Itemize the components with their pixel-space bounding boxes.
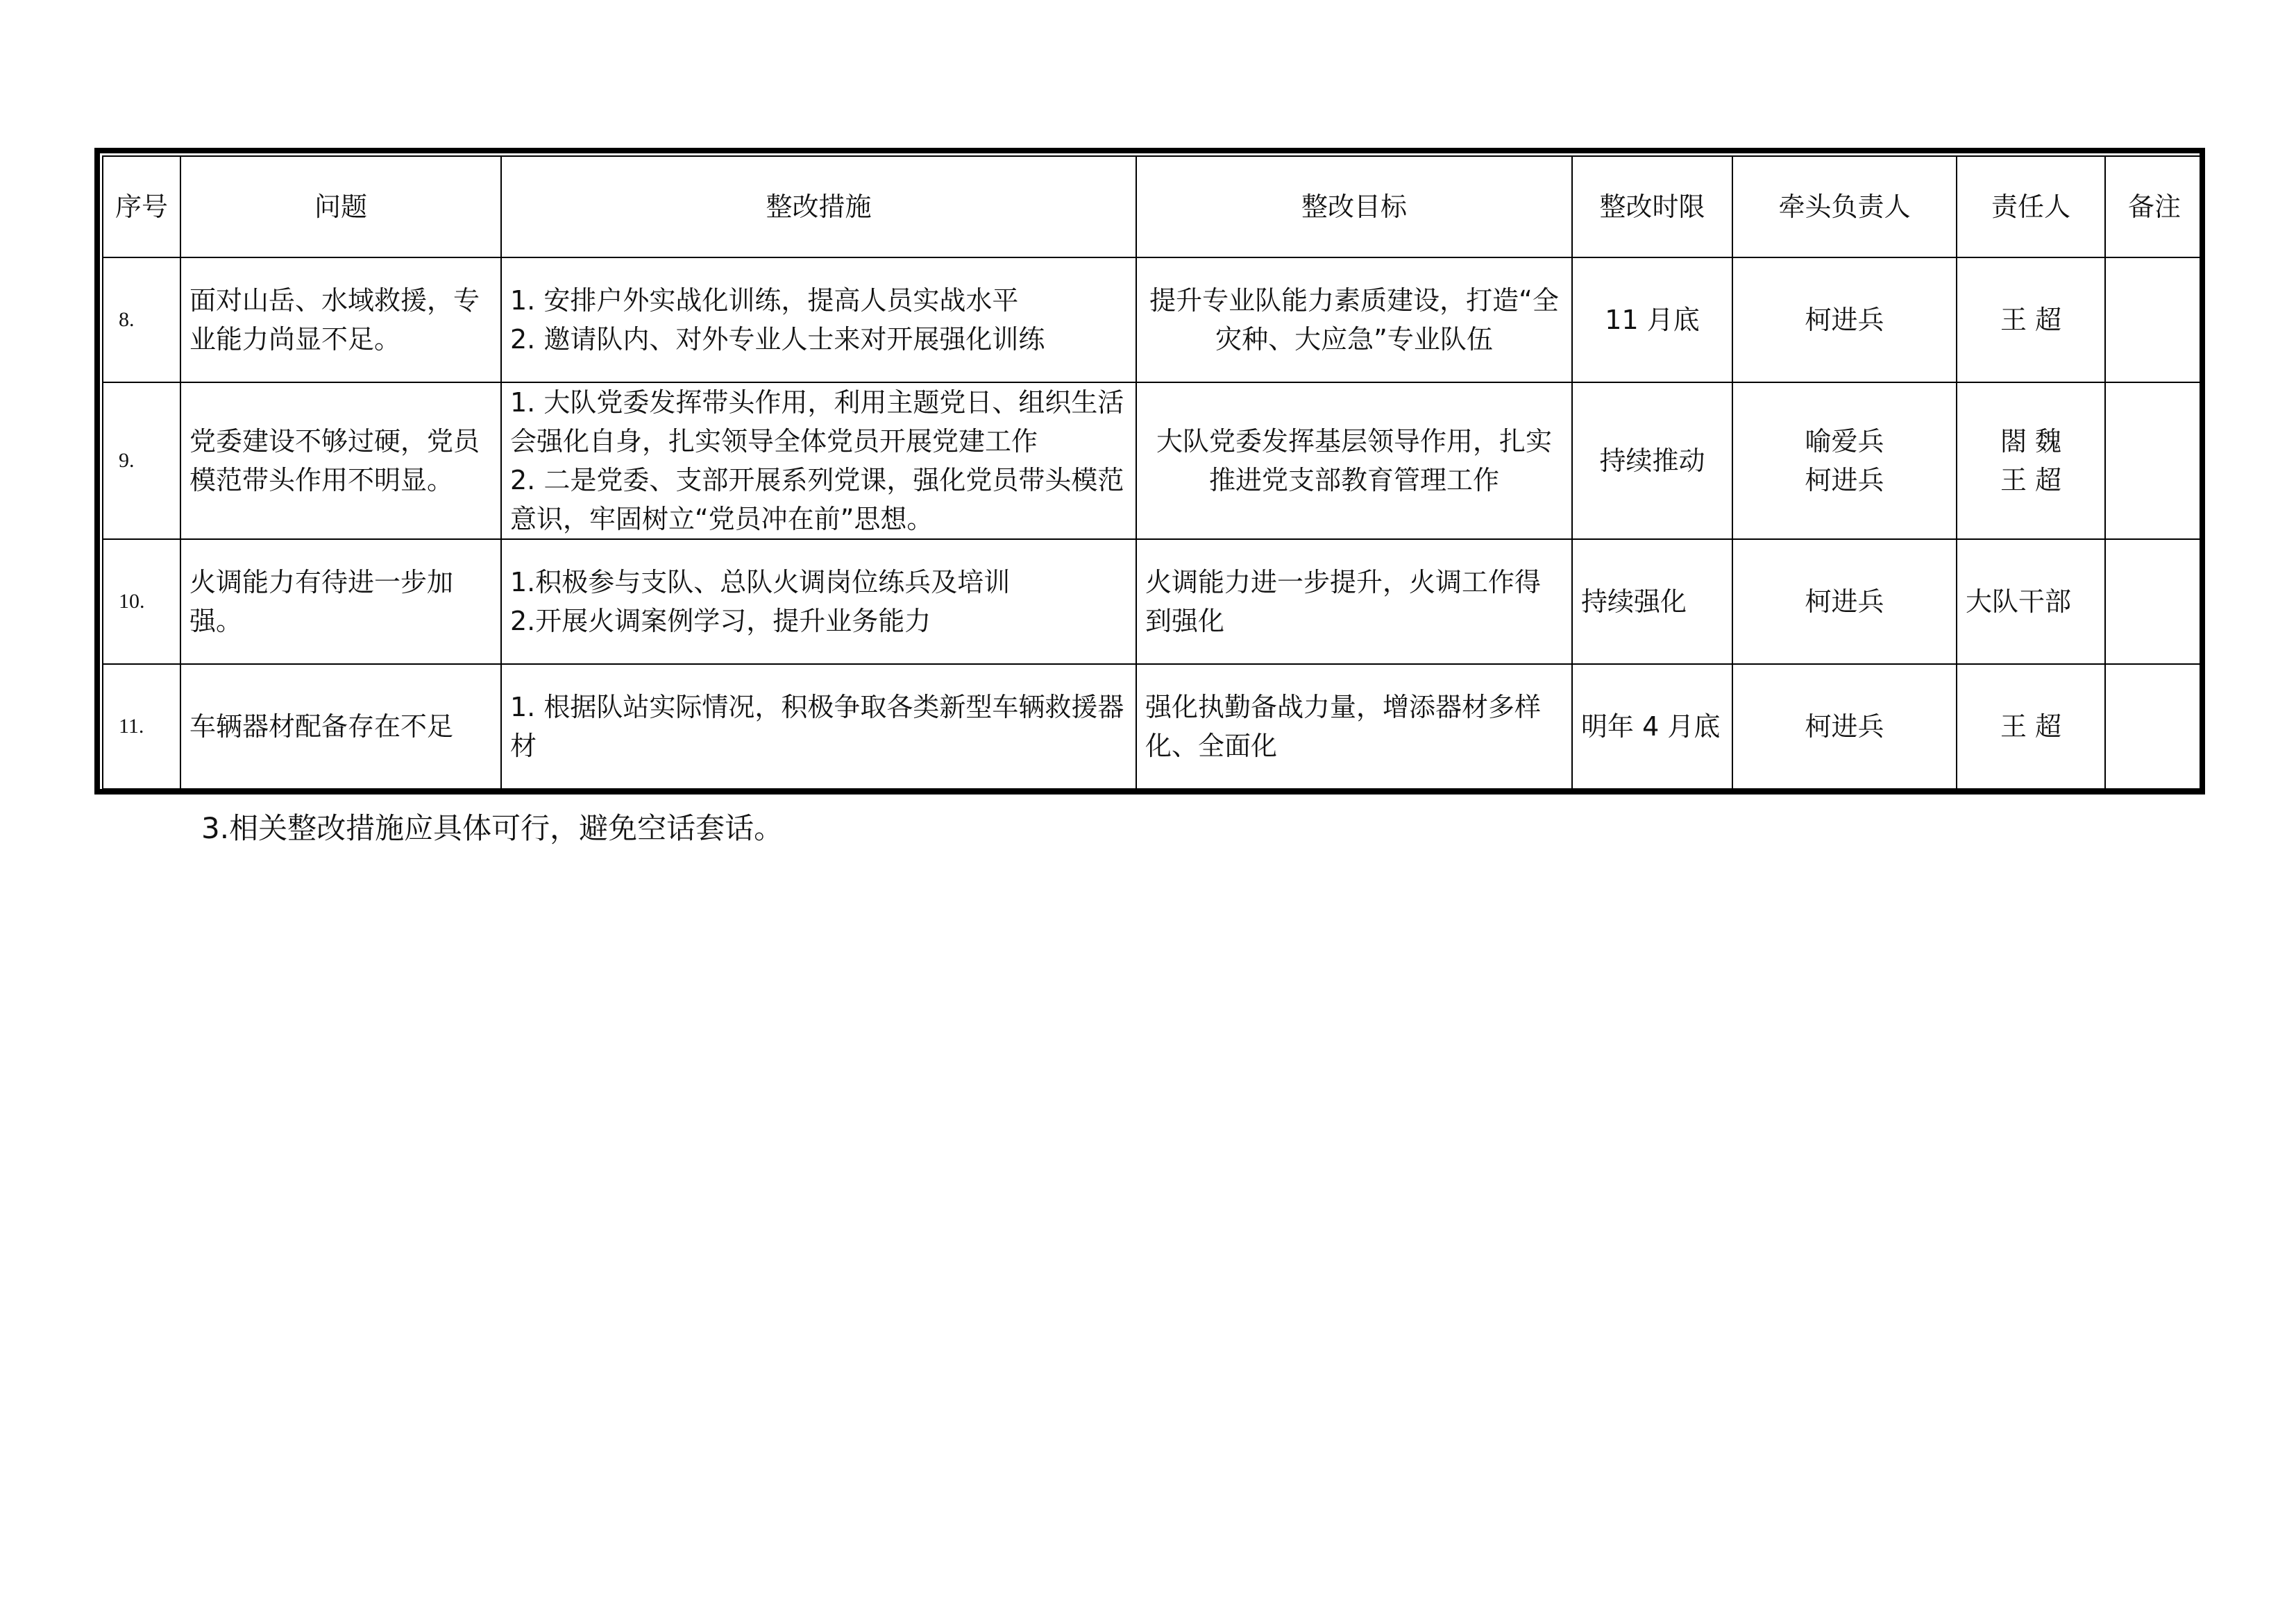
table-row	[103, 664, 2204, 789]
table-row	[103, 257, 2204, 382]
cell-serial: 8.	[103, 257, 180, 382]
cell-problem: 党委建设不够过硬，党员模范带头作用不明显。	[180, 382, 501, 539]
cell-deadline: 11 月底	[1572, 257, 1732, 382]
header-goal: 整改目标	[1136, 156, 1572, 257]
cell-goal: 火调能力进一步提升，火调工作得到强化	[1136, 539, 1572, 664]
header-measures: 整改措施	[501, 156, 1136, 257]
cell-measures: 1. 根据队站实际情况，积极争取各类新型车辆救援器材	[501, 664, 1136, 789]
cell-remark	[2105, 539, 2204, 664]
cell-remark	[2105, 382, 2204, 539]
header-remark: 备注	[2105, 156, 2204, 257]
rectification-table-frame	[94, 148, 2205, 794]
cell-remark	[2105, 257, 2204, 382]
cell-measures: 1.积极参与支队、总队火调岗位练兵及培训 2.开展火调案例学习，提升业务能力	[501, 539, 1136, 664]
cell-measures: 1. 大队党委发挥带头作用，利用主题党日、组织生活会强化自身，扎实领导全体党员开展党建工作 2. 二是党委、支部开展系列党课，强化党员带头模范意识，牢固树立“党员冲在前”思想。	[501, 382, 1136, 539]
cell-deadline: 持续强化	[1572, 539, 1732, 664]
rectification-table	[102, 155, 2204, 790]
header-serial: 序号	[103, 156, 180, 257]
cell-responsible: 王 超	[1957, 257, 2105, 382]
table-row	[103, 382, 2204, 539]
table-header-row	[103, 156, 2204, 257]
table-row	[103, 539, 2204, 664]
cell-lead: 柯进兵	[1732, 539, 1957, 664]
cell-responsible: 大队干部	[1957, 539, 2105, 664]
cell-deadline: 明年 4 月底	[1572, 664, 1732, 789]
cell-responsible: 閤 魏 王 超	[1957, 382, 2105, 539]
cell-remark	[2105, 664, 2204, 789]
cell-lead: 柯进兵	[1732, 257, 1957, 382]
cell-problem: 面对山岳、水域救援，专业能力尚显不足。	[180, 257, 501, 382]
cell-responsible: 王 超	[1957, 664, 2105, 789]
cell-deadline: 持续推动	[1572, 382, 1732, 539]
header-deadline: 整改时限	[1572, 156, 1732, 257]
cell-goal: 大队党委发挥基层领导作用，扎实推进党支部教育管理工作	[1136, 382, 1572, 539]
header-problem: 问题	[180, 156, 501, 257]
cell-lead: 柯进兵	[1732, 664, 1957, 789]
header-lead: 牵头负责人	[1732, 156, 1957, 257]
cell-problem: 车辆器材配备存在不足	[180, 664, 501, 789]
cell-serial: 11.	[103, 664, 180, 789]
cell-problem: 火调能力有待进一步加强。	[180, 539, 501, 664]
cell-measures: 1. 安排户外实战化训练，提高人员实战水平 2. 邀请队内、对外专业人士来对开展强化训练	[501, 257, 1136, 382]
cell-serial: 9.	[103, 382, 180, 539]
header-responsible: 责任人	[1957, 156, 2105, 257]
cell-serial: 10.	[103, 539, 180, 664]
footnote-text: 3.相关整改措施应具体可行，避免空话套话。	[201, 811, 784, 845]
cell-goal: 提升专业队能力素质建设，打造“全灾种、大应急”专业队伍	[1136, 257, 1572, 382]
cell-lead: 喻爱兵 柯进兵	[1732, 382, 1957, 539]
cell-goal: 强化执勤备战力量，增添器材多样化、全面化	[1136, 664, 1572, 789]
